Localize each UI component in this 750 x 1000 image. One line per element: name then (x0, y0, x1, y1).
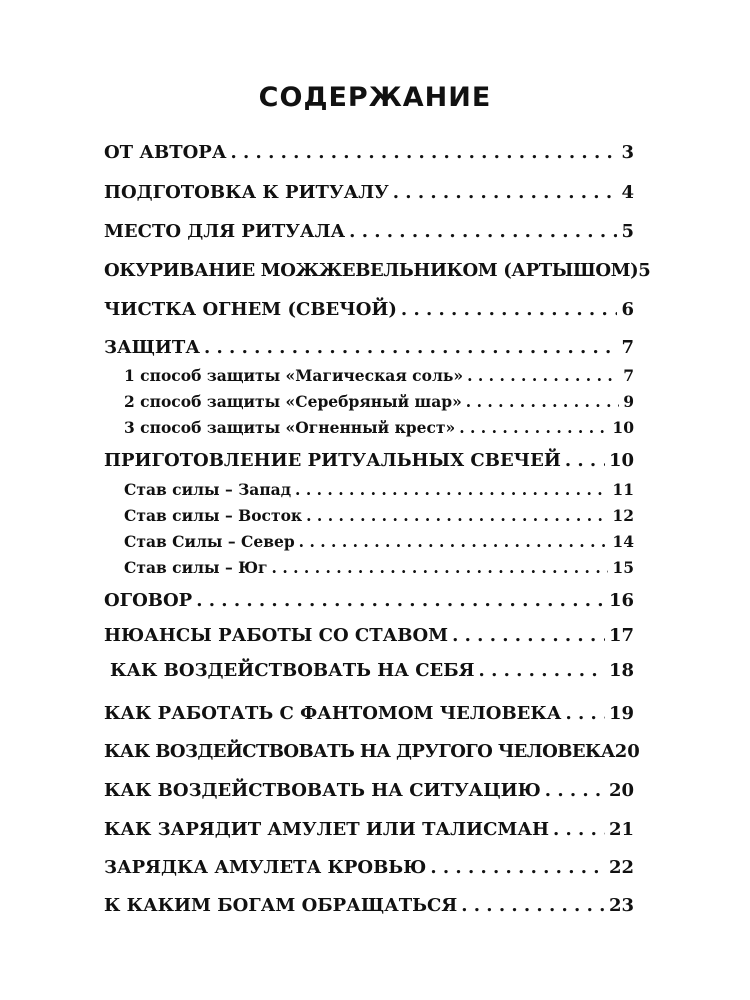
toc-entry-page: 7 (621, 337, 634, 358)
toc-entry-label: ПРИГОТОВЛЕНИЕ РИТУАЛЬНЫХ СВЕЧЕЙ (104, 450, 561, 471)
toc-entry[interactable] (0, 703, 750, 724)
toc-entry[interactable] (0, 450, 750, 471)
toc-entry[interactable] (0, 660, 750, 681)
dot-leader (565, 450, 605, 471)
toc-entry-page: 4 (621, 182, 634, 203)
dot-leader (204, 337, 617, 358)
toc-entry-page: 9 (623, 392, 634, 411)
toc-entry-label: КАК ВОЗДЕЙСТВОВАТЬ НА ДРУГОГО ЧЕЛОВЕКА (104, 741, 615, 762)
dot-leader (452, 625, 605, 646)
dot-leader (553, 819, 605, 840)
toc-subentry[interactable] (0, 532, 750, 551)
toc-entry-label: ОКУРИВАНИЕ МОЖЖЕВЕЛЬНИКОМ (АРТЫШОМ) (104, 260, 639, 281)
toc-entry-label: К КАКИМ БОГАМ ОБРАЩАТЬСЯ (104, 895, 458, 916)
page-title: СОДЕРЖАНИЕ (258, 82, 492, 113)
toc-entry-page: 14 (612, 532, 634, 551)
toc-entry-page: 15 (612, 558, 634, 577)
dot-leader (196, 590, 605, 611)
toc-entry-page: 20 (614, 741, 640, 762)
toc-entry-page: 18 (608, 660, 634, 681)
toc-entry-page: 17 (608, 625, 634, 646)
toc-subentry[interactable] (0, 506, 750, 525)
toc-entry[interactable] (0, 142, 750, 163)
toc-entry[interactable] (0, 625, 750, 646)
toc-entry-page: 23 (608, 895, 634, 916)
toc-entry-label: ОТ АВТОРА (104, 142, 227, 163)
dot-leader (295, 480, 608, 499)
toc-entry-label: Став силы – Восток (124, 506, 303, 525)
toc-entry[interactable] (0, 337, 750, 358)
toc-entry-label: ЗАЩИТА (104, 337, 200, 358)
toc-entry[interactable] (0, 819, 750, 840)
toc-entry[interactable] (0, 780, 750, 801)
toc-entry-label: КАК ВОЗДЕЙСТВОВАТЬ НА СИТУАЦИЮ (104, 780, 541, 801)
toc-entry-page: 21 (608, 819, 634, 840)
dot-leader (466, 392, 619, 411)
toc-entry-label: 1 способ защиты «Магическая соль» (124, 366, 464, 385)
toc-entry-label: 2 способ защиты «Серебряный шар» (124, 392, 462, 411)
dot-leader (272, 558, 609, 577)
dot-leader (306, 506, 608, 525)
toc-entry-label: КАК ЗАРЯДИТ АМУЛЕТ ИЛИ ТАЛИСМАН (104, 819, 549, 840)
toc-entry[interactable] (0, 895, 750, 916)
toc-subentry[interactable] (0, 418, 750, 437)
toc-entry-page: 16 (608, 590, 634, 611)
dot-leader (479, 660, 605, 681)
toc-entry-page: 3 (621, 142, 634, 163)
toc-subentry[interactable] (0, 480, 750, 499)
toc-entry-label: Став Силы – Север (124, 532, 295, 551)
toc-entry[interactable] (0, 590, 750, 611)
dot-leader (430, 857, 605, 878)
toc-subentry[interactable] (0, 392, 750, 411)
toc-entry-label: КАК ВОЗДЕЙСТВОВАТЬ НА СЕБЯ (110, 660, 475, 681)
toc-entry-label: ОГОВОР (104, 590, 193, 611)
toc-entry[interactable] (0, 857, 750, 878)
dot-leader (299, 532, 609, 551)
toc-entry-page: 10 (612, 418, 634, 437)
toc-entry-label: Став силы – Юг (124, 558, 268, 577)
toc-entry-page: 22 (608, 857, 634, 878)
dot-leader (545, 780, 605, 801)
toc-subentry[interactable] (0, 366, 750, 385)
toc-entry-label: КАК РАБОТАТЬ С ФАНТОМОМ ЧЕЛОВЕКА (104, 703, 562, 724)
toc-entry-label: Став силы – Запад (124, 480, 292, 499)
toc-entry[interactable] (0, 182, 750, 203)
toc-entry-label: ЗАРЯДКА АМУЛЕТА КРОВЬЮ (104, 857, 427, 878)
toc-entry-page: 12 (612, 506, 634, 525)
dot-leader (565, 703, 605, 724)
toc-entry-page: 19 (608, 703, 634, 724)
toc-entry-label: ЧИСТКА ОГНЕМ (СВЕЧОЙ) (104, 299, 397, 320)
dot-leader (459, 418, 608, 437)
dot-leader (230, 142, 617, 163)
toc-entry[interactable] (0, 741, 750, 762)
toc-subentry[interactable] (0, 558, 750, 577)
toc-entry-label: 3 способ защиты «Огненный крест» (124, 418, 456, 437)
toc-entry-page: 6 (621, 299, 634, 320)
toc-entry-label: ПОДГОТОВКА К РИТУАЛУ (104, 182, 389, 203)
toc-entry-page: 5 (621, 221, 634, 242)
dot-leader (461, 895, 605, 916)
dot-leader (401, 299, 618, 320)
toc-entry-page: 11 (612, 480, 634, 499)
dot-leader (349, 221, 617, 242)
toc-entry-label: МЕСТО ДЛЯ РИТУАЛА (104, 221, 346, 242)
dot-leader (467, 366, 619, 385)
toc-entry[interactable] (0, 260, 750, 281)
toc-entry-page: 7 (623, 366, 634, 385)
toc-entry-page: 10 (608, 450, 634, 471)
toc-entry-page: 20 (608, 780, 634, 801)
toc-entry-label: НЮАНСЫ РАБОТЫ СО СТАВОМ (104, 625, 449, 646)
toc-entry[interactable] (0, 221, 750, 242)
toc-entry-page: 5 (638, 260, 651, 281)
toc-entry[interactable] (0, 299, 750, 320)
dot-leader (393, 182, 618, 203)
